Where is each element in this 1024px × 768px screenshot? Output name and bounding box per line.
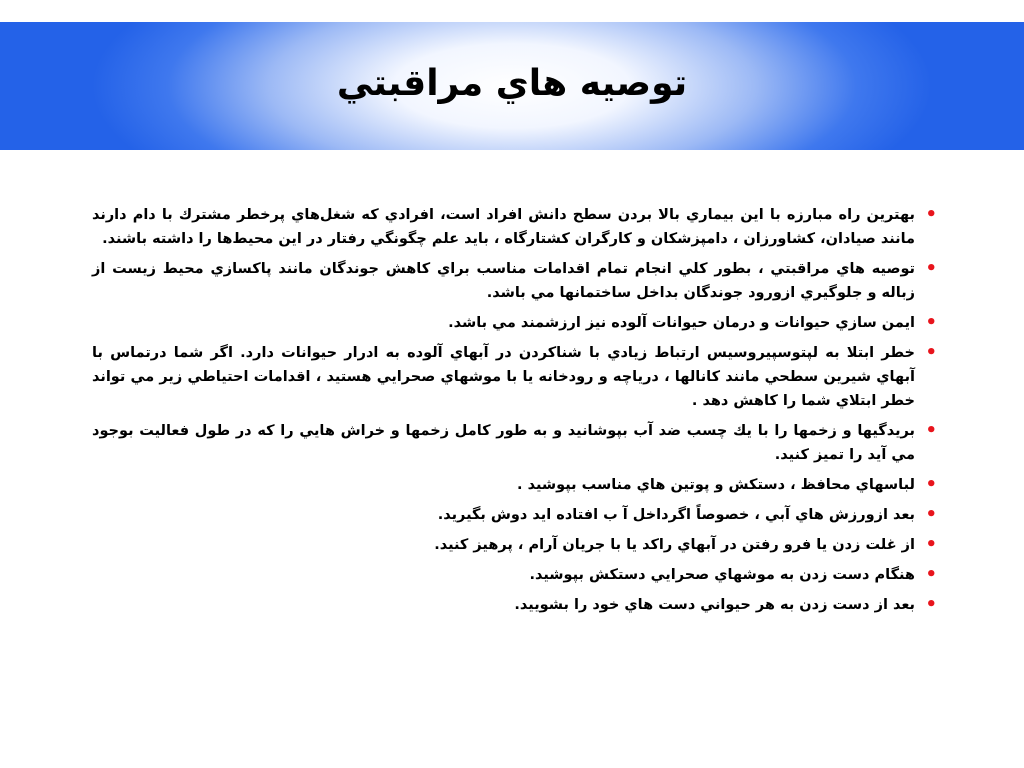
bullet-text: بريدگيها و زخمها را با يك چسب ضد آب بپوشانيد و به طور كامل زخمها و خراش هايي را كه در طول فعاليت بوجود مي آيد را تميز كنيد.	[92, 423, 915, 463]
bullet-item-8	[92, 533, 937, 557]
bullet-item-3	[92, 311, 937, 335]
bullet-list	[92, 203, 937, 623]
bullet-text: بعد ازورزش هاي آبي ، خصوصاً اگرداخل آ ب افتاده ايد دوش بگيريد.	[437, 507, 915, 523]
bullet-dot-icon: •	[925, 534, 937, 555]
bullet-text: بهترين راه مبارزه با اين بيماري بالا بردن سطح دانش افراد است، افرادي که شغل‌هاي پرخطر مشترك با دام دارند مانند صيادان، کشاورزان ، دامپزشکان و کارگران کشتارگاه ، بايد علم چگونگي رفتار در اين محيط‌ها را داشته باشند.	[92, 207, 915, 247]
bullet-dot-icon: •	[925, 312, 937, 333]
bullet-text: لباسهاي محافظ ، دستكش و پوتين هاي مناسب بپوشيد .	[517, 477, 915, 493]
bullet-dot-icon: •	[925, 420, 937, 441]
bullet-dot-icon: •	[925, 504, 937, 525]
bullet-dot-icon: •	[925, 564, 937, 585]
bullet-item-5	[92, 419, 937, 467]
bullet-item-10	[92, 593, 937, 617]
bullet-dot-icon: •	[925, 474, 937, 495]
bullet-item-2	[92, 257, 937, 305]
bullet-text: بعد از دست زدن به هر حيواني دست هاي خود را بشوييد.	[514, 597, 915, 613]
bullet-dot-icon: •	[925, 594, 937, 615]
bullet-dot-icon: •	[925, 204, 937, 225]
bullet-item-9	[92, 563, 937, 587]
bullet-text: خطر ابتلا به لپتوسپيروسيس ارتباط زيادي با شناكردن در آبهاي آلوده به ادرار حيوانات دارد. اگر شما درتماس با آبهاي شيرين سطحي مانند كانالها ، درياچه و رودخانه يا با موشهاي صحرايي هستيد ، اقدامات احتياطي زير مي تواند خطر ابتلاي شما را كاهش دهد .	[92, 345, 915, 409]
bullet-text: ايمن سازي حيوانات و درمان حيوانات آلوده نيز ارزشمند مي باشد.	[448, 315, 915, 331]
bullet-item-6	[92, 473, 937, 497]
bullet-text: توصیه هاي مراقبتي ، بطور كلي انجام تمام اقدامات مناسب براي كاهش جوندگان مانند پاكسازي محيط زيست از زباله و جلوگيري ازورود جوندگان بداخل ساختمانها مي باشد.	[92, 261, 915, 301]
bullet-item-1	[92, 203, 937, 251]
bullet-dot-icon: •	[925, 342, 937, 363]
slide-title: توصیه هاي مراقبتي	[336, 63, 688, 104]
bullet-item-7	[92, 503, 937, 527]
bullet-dot-icon: •	[925, 258, 937, 279]
bullet-text: از غلت زدن يا فرو رفتن در آبهاي راكد يا با جريان آرام ، پرهيز كنيد.	[434, 537, 915, 553]
bullet-item-4	[92, 341, 937, 413]
bullet-text: هنگام دست زدن به موشهاي صحرايي دستكش بپوشيد.	[529, 567, 915, 583]
